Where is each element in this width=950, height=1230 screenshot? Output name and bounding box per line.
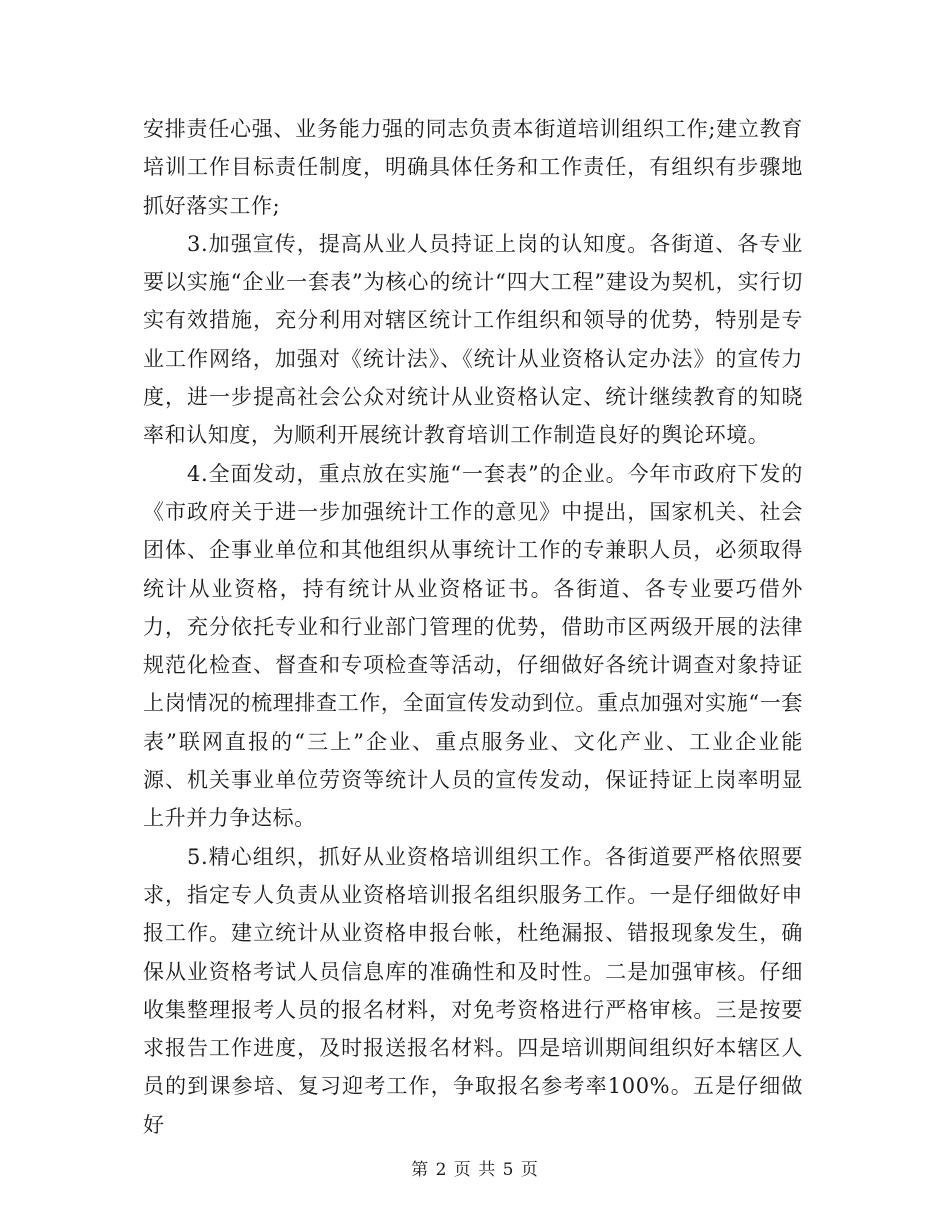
- paragraph-item-5: 5.精心组织，抓好从业资格培训组织工作。各街道要严格依照要求，指定专人负责从业资格培训报名组织服务工作。一是仔细做好申报工作。建立统计从业资格申报台帐，杜绝漏报、错报现象发生，确保从业资格考试人员信息库的准确性和及时性。二是加强审核。仔细收集整理报考人员的报名材料，对免考资格进行严格审核。三是按要求报告工作进度，及时报送报名材料。四是培训期间组织好本辖区人员的到课参培、复习迎考工作，争取报名参考率100%。五是仔细做好: [143, 844, 803, 1137]
- paragraph-item-4: 4.全面发动，重点放在实施“一套表”的企业。今年市政府下发的《市政府关于进一步加强统计工作的意见》中提出，国家机关、社会团体、企事业单位和其他组织从事统计工作的专兼职人员，必须取得统计从业资格，持有统计从业资格证书。各街道、各专业要巧借外力，充分依托专业和行业部门管理的优势，借助市区两级开展的法律规范化检查、督查和专项检查等活动，仔细做好各统计调查对象持证上岗情况的梳理排查工作，全面宣传发动到位。重点加强对实施“一套表”联网直报的“三上”企业、重点服务业、文化产业、工业企业能源、机关事业单位劳资等统计人员的宣传发动，保证持证上岗率明显上升并力争达标。: [143, 461, 803, 831]
- paragraph-continuation: 安排责任心强、业务能力强的同志负责本街道培训组织工作;建立教育培训工作目标责任制度，明确具体任务和工作责任，有组织有步骤地抓好落实工作;: [143, 117, 803, 218]
- page-number-footer: 第 2 页 共 5 页: [411, 1160, 539, 1180]
- document-body: [143, 110, 803, 1144]
- paragraph-item-3: 3.加强宣传，提高从业人员持证上岗的认知度。各街道、各专业要以实施“企业一套表”为核心的统计“四大工程”建设为契机，实行切实有效措施，充分利用对辖区统计工作组织和领导的优势，特别是专业工作网络，加强对《统计法》、《统计从业资格认定办法》的宣传力度，进一步提高社会公众对统计从业资格认定、统计继续教育的知晓率和认知度，为顺利开展统计教育培训工作制造良好的舆论环境。: [143, 231, 803, 448]
